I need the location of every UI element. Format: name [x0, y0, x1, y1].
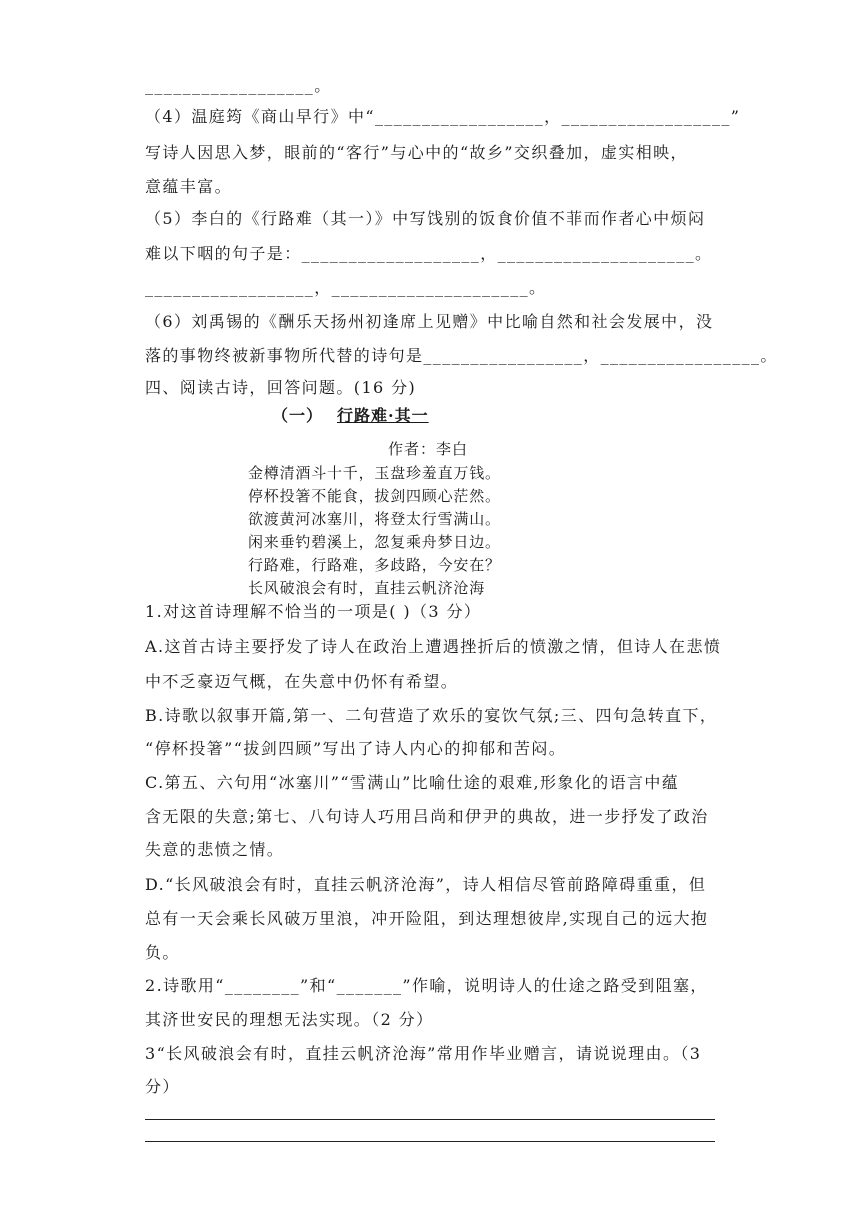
- poem-line: 长风破浪会有时，直挂云帆济沧海: [248, 579, 486, 597]
- question-3-line-1: 3“长风破浪会有时，直挂云帆济沧海”常用作毕业赠言，请说说理由。（3: [145, 1044, 702, 1063]
- question-5-line-3: __________________，_____________________。: [145, 278, 547, 297]
- poem-line: 行路难，行路难，多歧路，今安在？: [248, 556, 501, 574]
- poem-line: 闲来垂钓碧溪上，忽复乘舟梦日边。: [248, 533, 501, 551]
- question-2-line-2: 其济世安民的理想无法实现。（2 分）: [145, 1010, 434, 1029]
- option-b-line-1: B.诗歌以叙事开篇,第一、二句营造了欢乐的宴饮气氛;三、四句急转直下，: [145, 706, 718, 725]
- option-a-line-1: A.这首古诗主要抒发了诗人在政治上遭遇挫折后的愤激之情，但诗人在悲愤: [145, 637, 722, 656]
- question-5-line-1: （5）李白的《行路难（其一）》中写饯别的饭食价值不菲而作者心中烦闷: [145, 209, 706, 228]
- answer-line[interactable]: [145, 1119, 715, 1120]
- poem-title: [272, 406, 429, 426]
- poem-line: 停杯投箸不能食，拔剑四顾心茫然。: [248, 487, 501, 505]
- text-line-continuation: __________________。: [145, 76, 332, 95]
- option-d-line-2: 总有一天会乘长风破万里浪，冲开险阻，到达理想彼岸,实现自己的远大抱: [145, 909, 709, 928]
- option-c-line-2: 含无限的失意;第七、八句诗人巧用吕尚和伊尹的典故，进一步抒发了政治: [145, 807, 709, 826]
- option-d-line-3: 负。: [145, 943, 180, 962]
- poem-line: 欲渡黄河冰塞川，将登太行雪满山。: [248, 510, 501, 528]
- question-4-line-3: 意蕴丰富。: [145, 177, 233, 196]
- question-1-stem: 1.对这首诗理解不恰当的一项是( )（3 分）: [145, 602, 482, 621]
- question-6-line-2: 落的事物终被新事物所代替的诗句是_________________，_________________。: [145, 346, 778, 365]
- poem-line: 金樽清酒斗十千，玉盘珍羞直万钱。: [248, 464, 501, 482]
- question-2-line-1: 2.诗歌用“________”和“_______”作喻，说明诗人的仕途之路受到阻塞，: [145, 976, 708, 995]
- question-4-line-2: 写诗人因思入梦，眼前的“客行”与心中的“故乡”交织叠加，虚实相映，: [145, 143, 688, 162]
- option-d-line-1: D.“长风破浪会有时，直挂云帆济沧海”，诗人相信尽管前路障碍重重，但: [145, 875, 707, 894]
- option-a-line-2: 中不乏豪迈气概，在失意中仍怀有希望。: [145, 672, 459, 691]
- question-4-line-1: （4）温庭筠《商山早行》中“__________________，__________________”: [145, 107, 741, 126]
- question-3-line-2: 分）: [145, 1077, 180, 1096]
- poem-number: （一）: [272, 406, 324, 425]
- option-c-line-1: C.第五、六句用“冰塞川”“雪满山”比喻仕途的艰难,形象化的语言中蕴: [145, 773, 680, 792]
- poem-title-text: 行路难·其一: [337, 406, 429, 425]
- answer-line[interactable]: [145, 1141, 715, 1142]
- poem-author: 作者：李白: [388, 440, 469, 458]
- section-four-heading: 四、阅读古诗，回答问题。(16 分): [145, 378, 417, 397]
- option-b-line-2: “停杯投箸”“拔剑四顾”写出了诗人内心的抑郁和苦闷。: [145, 739, 567, 758]
- question-6-line-1: （6）刘禹锡的《酬乐天扬州初逢席上见赠》中比喻自然和社会发展中，没: [145, 312, 714, 331]
- option-c-line-3: 失意的悲愤之情。: [145, 840, 285, 859]
- question-5-line-2: 难以下咽的句子是：___________________，_____________________。: [145, 244, 713, 263]
